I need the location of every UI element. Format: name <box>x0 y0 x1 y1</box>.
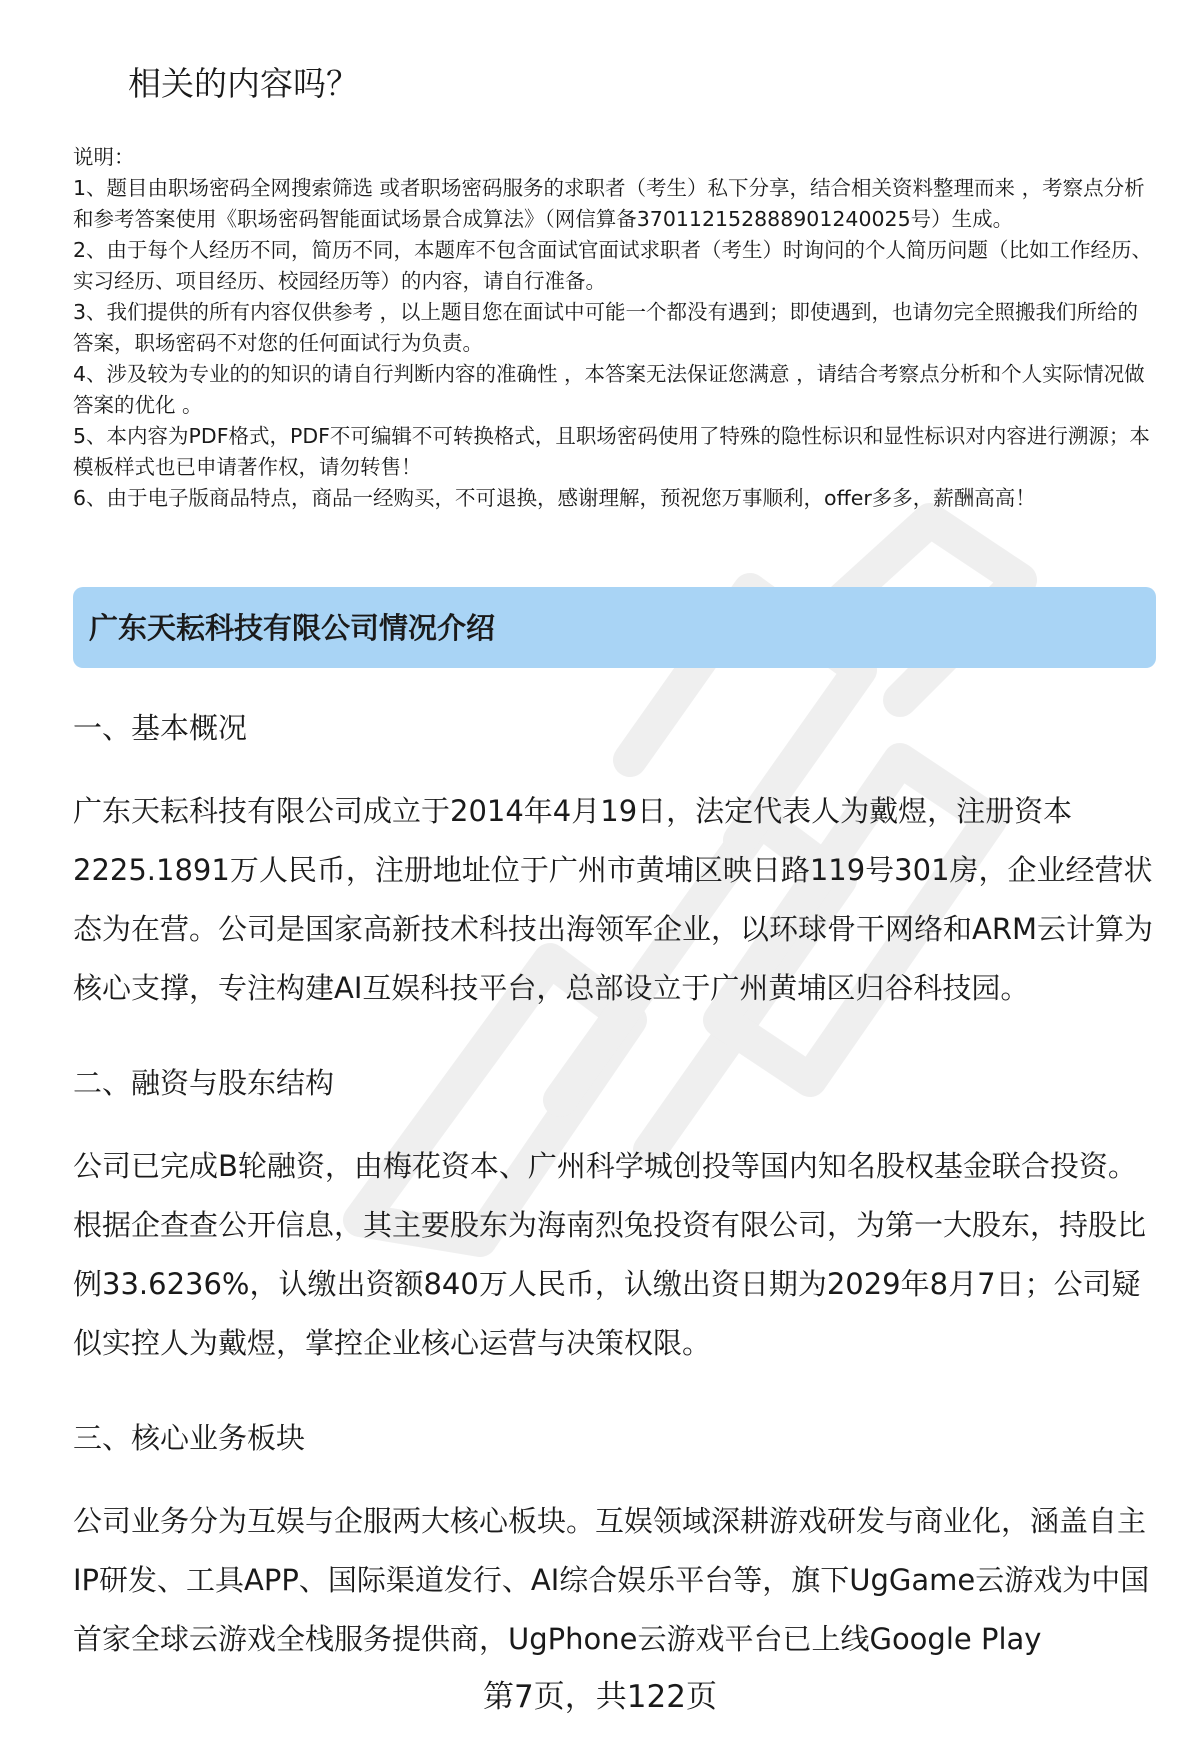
heading-financing-shareholders: 二、融资与股东结构 <box>73 1066 335 1100</box>
note-item: 5、本内容为PDF格式，PDF不可编辑不可转换格式，且职场密码使用了特殊的隐性标识和显性标识对内容进行溯源；本模板样式也已申请著作权，请勿转售！ <box>73 424 1150 479</box>
heading-core-business: 三、核心业务板块 <box>73 1421 306 1455</box>
notes-title: 说明： <box>73 145 135 169</box>
paragraph-financing-shareholders: 公司已完成B轮融资，由梅花资本、广州科学城创投等国内知名股权基金联合投资。根据企查查公开信息，其主要股东为海南烈兔投资有限公司，为第一大股东，持股比例33.6236%，认缴出资额840万人民币，认缴出资日期为2029年8月7日；公司疑似实控人为戴煜，掌控企业核心运营与决策权限。 <box>73 1149 1147 1360</box>
note-item: 2、由于每个人经历不同，简历不同，本题库不包含面试官面试求职者（考生）时询问的个人简历问题（比如工作经历、实习经历、项目经历、校园经历等）的内容，请自行准备。 <box>73 238 1153 293</box>
heading-basic-overview: 一、基本概况 <box>73 711 248 745</box>
paragraph-basic-overview: 广东天耘科技有限公司成立于2014年4月19日，法定代表人为戴煜，注册资本2225.1891万人民币，注册地址位于广州市黄埔区映日路119号301房，企业经营状态为在营。公司是国家高新技术科技出海领军企业，以环球骨干网络和ARM云计算为核心支撑，专注构建AI互娱科技平台，总部设立于广州黄埔区归谷科技园。 <box>73 794 1154 1005</box>
company-section-title: 广东天耘科技有限公司情况介绍 <box>89 611 496 645</box>
paragraph-core-business: 公司业务分为互娱与企服两大核心板块。互娱领域深耕游戏研发与商业化，涵盖自主IP研发、工具APP、国际渠道发行、AI综合娱乐平台等，旗下UgGame云游戏为中国首家全球云游戏全栈服务提供商，UgPhone云游戏平台已上线Google Play <box>73 1504 1150 1656</box>
company-section-banner <box>73 587 1156 668</box>
disclaimer-notes <box>73 142 1153 514</box>
page-number-footer: 第7页，共122页 <box>483 1679 717 1715</box>
note-item: 3、我们提供的所有内容仅供参考 ，以上题目您在面试中可能一个都没有遇到；即使遇到，也请勿完全照搬我们所给的答案，职场密码不对您的任何面试行为负责。 <box>73 300 1139 355</box>
note-item: 1、题目由职场密码全网搜索筛选 或者职场密码服务的求职者（考生）私下分享，结合相关资料整理而来 ，考察点分析和参考答案使用《职场密码智能面试场景合成算法》（网信算备370112152888901240025号）生成。 <box>73 176 1145 231</box>
note-item: 4、涉及较为专业的的知识的请自行判断内容的准确性 ，本答案无法保证您满意 ，请结合考察点分析和个人实际情况做答案的优化 。 <box>73 362 1145 417</box>
note-item: 6、由于电子版商品特点，商品一经购买，不可退换，感谢理解，预祝您万事顺利，offer多多，薪酬高高！ <box>73 486 1036 510</box>
question-text-tail: 相关的内容吗？ <box>128 64 359 103</box>
